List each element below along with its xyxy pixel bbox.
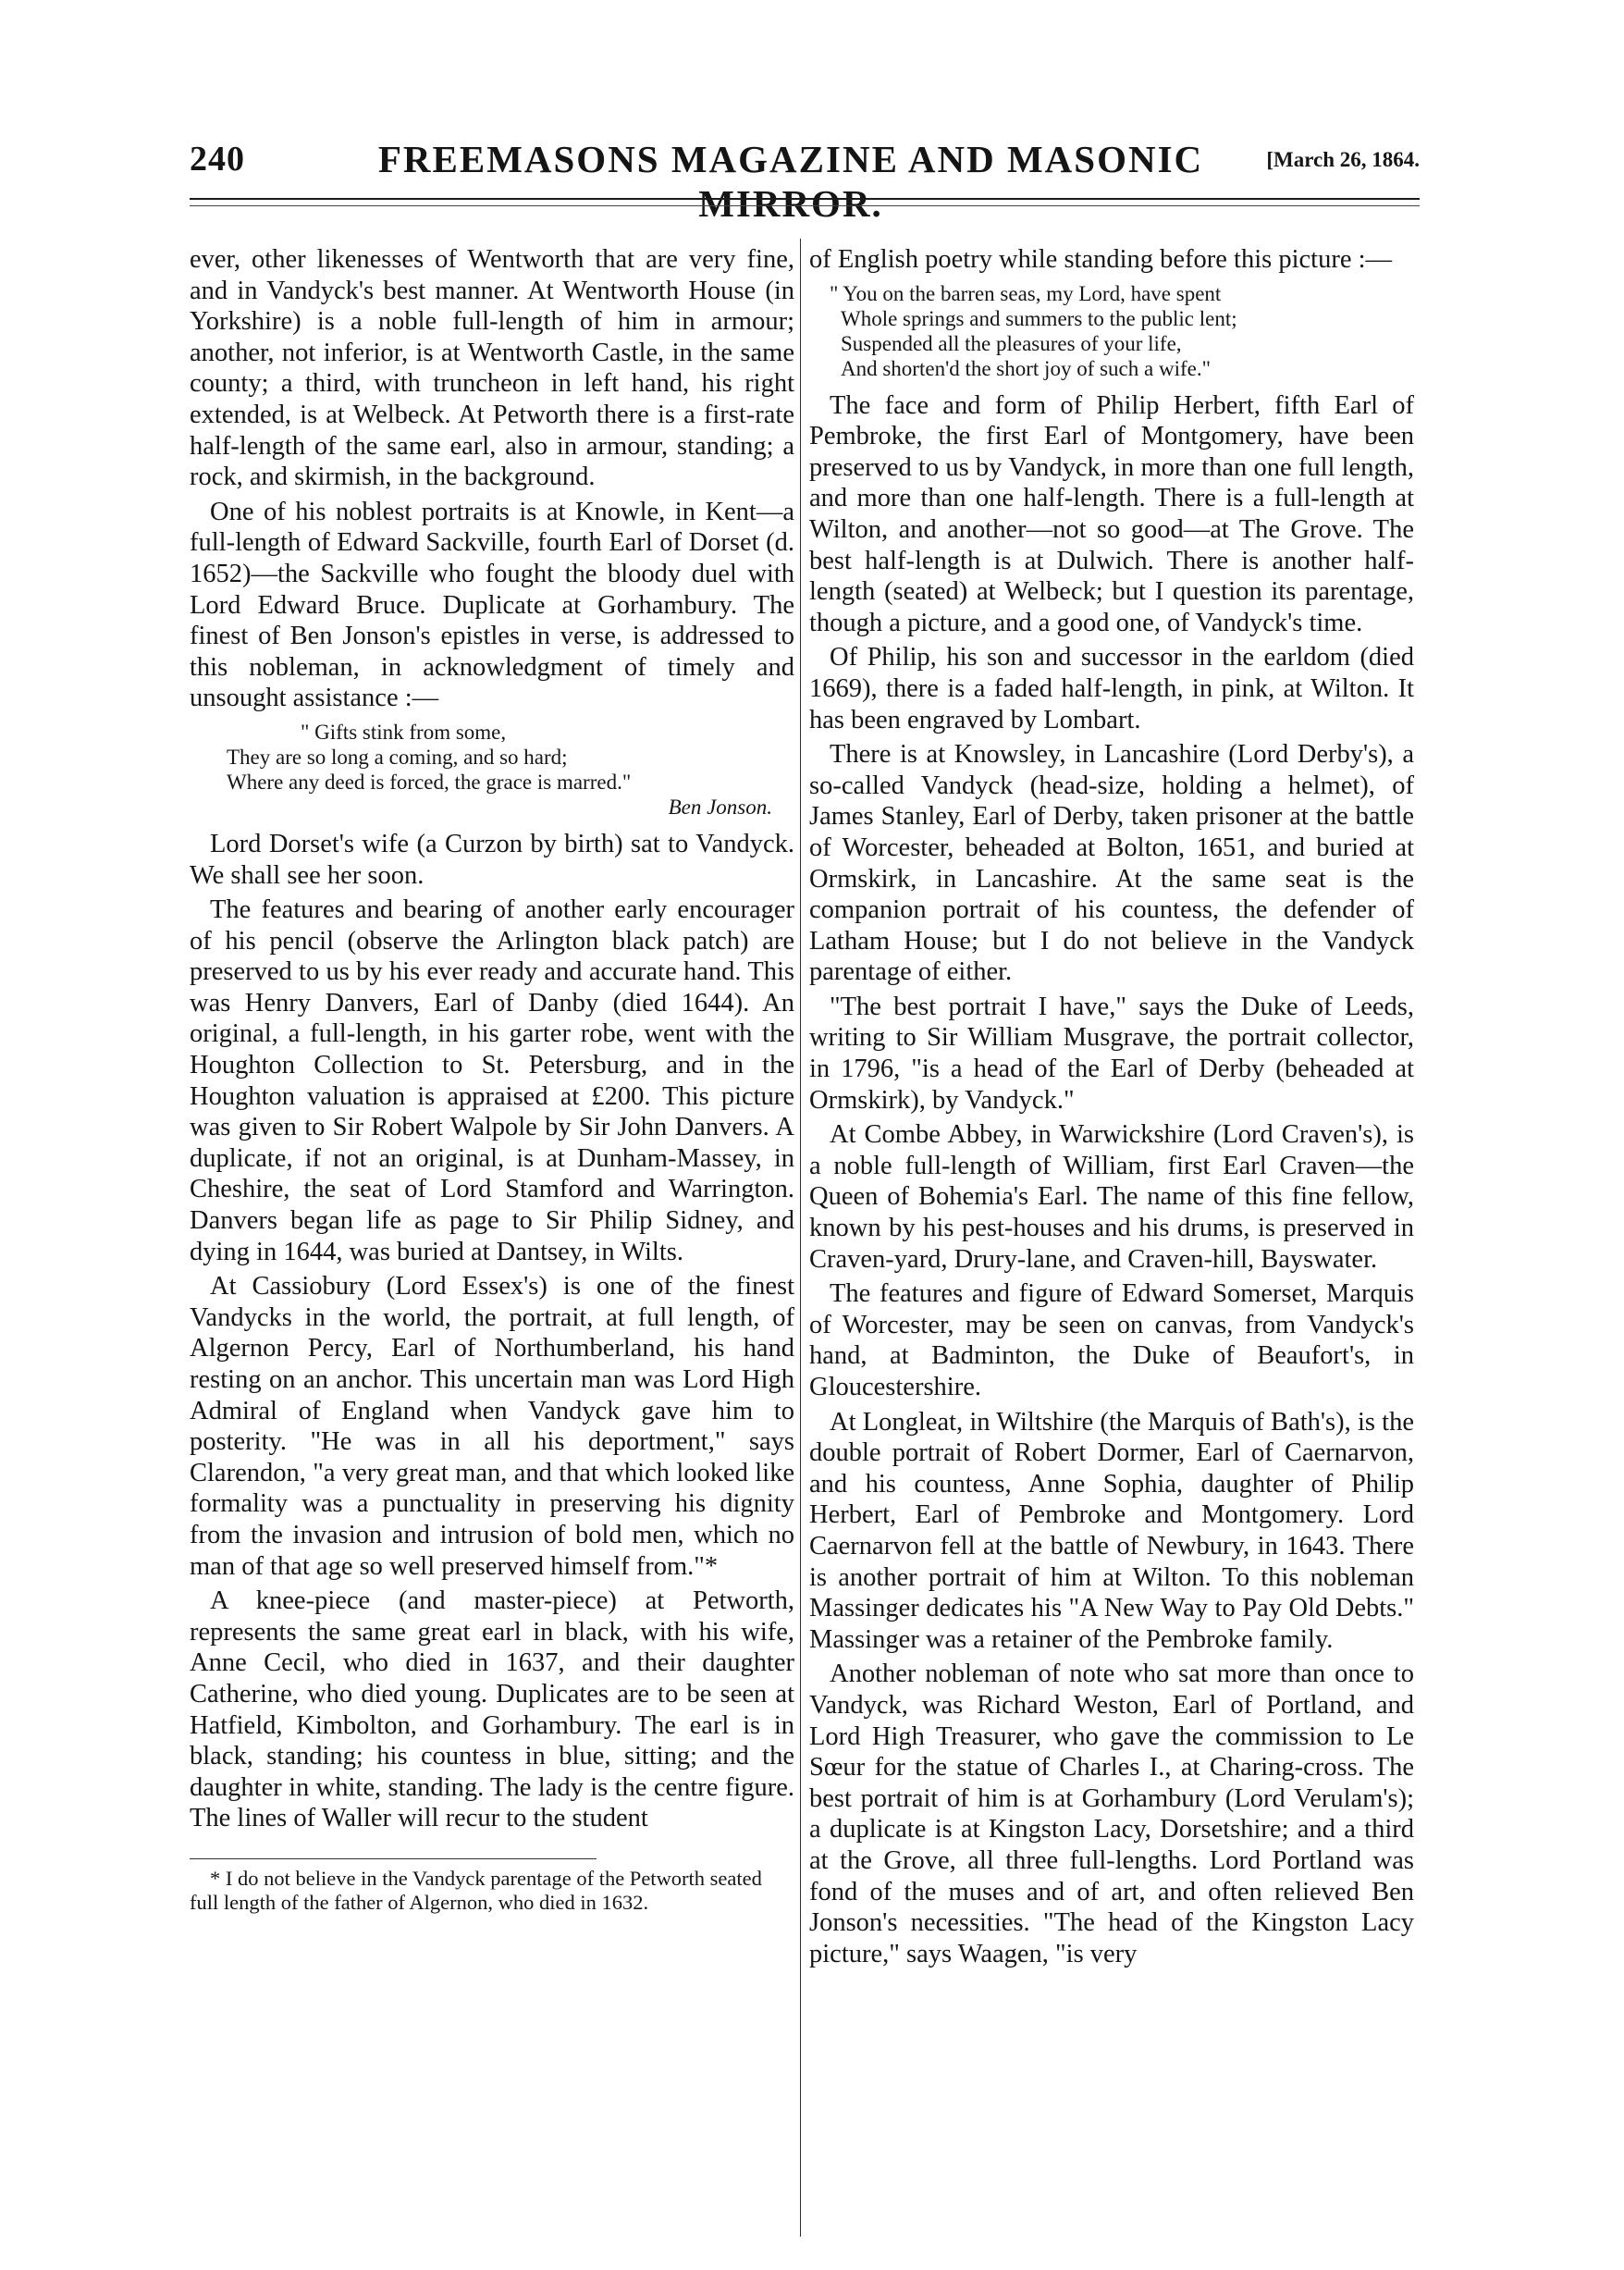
page-number: 240 [190,140,245,179]
verse-line: And shorten'd the short joy of such a wife." [841,356,1211,380]
paragraph: Lord Dorset's wife (a Curzon by birth) sat to Vandyck. We shall see her soon. [190,829,794,890]
verse-quote [809,281,1414,381]
paragraph: "The best portrait I have," says the Duke of Leeds, writing to Sir William Musgrave, the portrait collector, in 1796, "is a head of the Earl of Derby (beheaded at Ormskirk), by Vandyck." [809,992,1414,1115]
header-rule [190,198,1420,200]
paragraph: At Combe Abbey, in Warwickshire (Lord Craven's), is a noble full-length of William, first Earl Craven—the Queen of Bohemia's Earl. The name of this fine fellow, known by his pest-houses and his drums, is preserved in Craven-yard, Drury-lane, and Craven-hill, Bayswater. [809,1120,1414,1274]
verse-line: " You on the barren seas, my Lord, have spent [830,281,1222,305]
right-column [809,244,1414,2270]
paragraph: The face and form of Philip Herbert, fifth Earl of Pembroke, the first Earl of Montgomery, have been preserved to us by Vandyck, in more than one full length, and more than one half-length. There is a full-length at Wilton, and another—not so good—at The Grove. The best half-length is at Dulwich. There is another half-length (seated) at Welbeck; but I question its parentage, though a picture, and a good one, of Vandyck's time. [809,390,1414,637]
paragraph: Another nobleman of note who sat more than once to Vandyck, was Richard Weston, Earl of Portland, and Lord High Treasurer, who gave the commission to Le Sœur for the statue of Charles I., at Charing-cross. The best portrait of him is at Gorhambury (Lord Verulam's); a duplicate is at Kingston Lacy, Dorsetshire; and a third at the Grove, all three full-lengths. Lord Portland was fond of the muses and of art, and often relieved Ben Jonson's necessities. "The head of the Kingston Lacy picture," says Waagen, "is very [809,1659,1414,1968]
paragraph: The features and figure of Edward Somerset, Marquis of Worcester, may be seen on canvas, from Vandyck's hand, at Badminton, the Duke of Beaufort's, in Gloucestershire. [809,1279,1414,1401]
paragraph: The features and bearing of another early encourager of his pencil (observe the Arlington black patch) are preserved to us by his ever ready and accurate hand. This was Henry Danvers, Earl of Danby (died 1644). An original, a full-length, in his garter robe, went with the Houghton Collection to St. Petersburg, and in the Houghton valuation is appraised at £200. This picture was given to Sir Robert Walpole by Sir John Danvers. A duplicate, if not an original, is at Dunham-Massey, in Cheshire, the seat of Lord Stamford and Warrington. Danvers began life as page to Sir Philip Sidney, and dying in 1644, was buried at Dantsey, in Wilts. [190,895,794,1266]
paragraph: At Longleat, in Wiltshire (the Marquis of Bath's), is the double portrait of Robert Dormer, Earl of Caernarvon, and his countess, Anne Sophia, daughter of Philip Herbert, Earl of Pembroke and Montgomery. Lord Caernarvon fell at the battle of Newbury, in 1643. There is another portrait of him at Wilton. To this nobleman Massinger dedicates his "A New Way to Pay Old Debts." Massinger was a retainer of the Pembroke family. [809,1407,1414,1654]
verse-line: Suspended all the pleasures of your life, [841,331,1182,355]
paragraph: A knee-piece (and master-piece) at Petworth, represents the same great earl in black, with his wife, Anne Cecil, who died in 1637, and their daughter Catherine, who died young. Duplicates are to be seen at Hatfield, Kimbolton, and Gorhambury. The earl is in black, standing; his countess in blue, sitting; and the daughter in white, standing. The lady is the centre figure. The lines of Waller will recur to the student [190,1586,794,1833]
magazine-title: FREEMASONS MAGAZINE AND MASONIC MIRROR. [377,138,1204,225]
header-rule-thin [190,205,1420,206]
paragraph: ever, other likenesses of Wentworth that are very fine, and in Vandyck's best manner. At Wentworth House (in Yorkshire) is a noble full-length of him in armour; another, not inferior, is at Wentworth Castle, in the same county; a third, with truncheon in left hand, his right extended, is at Welbeck. At Petworth there is a first-rate half-length of the same earl, also in armour, standing; a rock, and skirmish, in the background. [190,245,794,492]
paragraph: There is at Knowsley, in Lancashire (Lord Derby's), a so-called Vandyck (head-size, holding a helmet), of James Stanley, Earl of Derby, taken prisoner at the battle of Worcester, beheaded at Bolton, 1651, and buried at Ormskirk, in Lancashire. At the same seat is the companion portrait of his countess, the defender of Latham House; but I do not believe in the Vandyck parentage of either. [809,740,1414,987]
verse-attribution: Ben Jonson. [668,795,772,819]
footnote-rule [190,1858,597,1859]
issue-date: [March 26, 1864. [1266,148,1420,171]
footnote: * I do not believe in the Vandyck parentage of the Petworth seated full length of the father of Algernon, who died in 1632. [190,1866,762,1914]
page-header [190,128,1420,225]
paragraph: At Cassiobury (Lord Essex's) is one of the finest Vandycks in the world, the portrait, at full length, of Algernon Percy, Earl of Northumberland, his hand resting on an anchor. This uncertain man was Lord High Admiral of England when Vandyck gave him to posterity. "He was in all his deportment," says Clarendon, "a very great man, and that which looked like formality was a punctuality in preserving his dignity from the invasion and intrusion of bold men, which no man of that age so well preserved himself from."* [190,1272,794,1581]
verse-line: Where any deed is forced, the grace is marred." [227,770,632,794]
verse-line: Whole springs and summers to the public lent; [841,306,1237,330]
paragraph: Of Philip, his son and successor in the earldom (died 1669), there is a faded half-length, in pink, at Wilton. It has been engraved by Lombart. [809,643,1414,734]
verse-quote [190,720,794,820]
left-column [190,244,794,2270]
column-divider [800,239,801,2237]
verse-line: They are so long a coming, and so hard; [227,745,568,769]
paragraph: One of his noblest portraits is at Knowle, in Kent—a full-length of Edward Sackville, fourth Earl of Dorset (d. 1652)—the Sackville who fought the bloody duel with Lord Edward Bruce. Duplicate at Gorhambury. The finest of Ben Jonson's epistles in verse, is addressed to this nobleman, in acknowledgment of timely and unsought assistance :— [190,497,794,713]
paragraph: of English poetry while standing before this picture :— [809,245,1393,274]
verse-line: " Gifts stink from some, [301,720,507,744]
